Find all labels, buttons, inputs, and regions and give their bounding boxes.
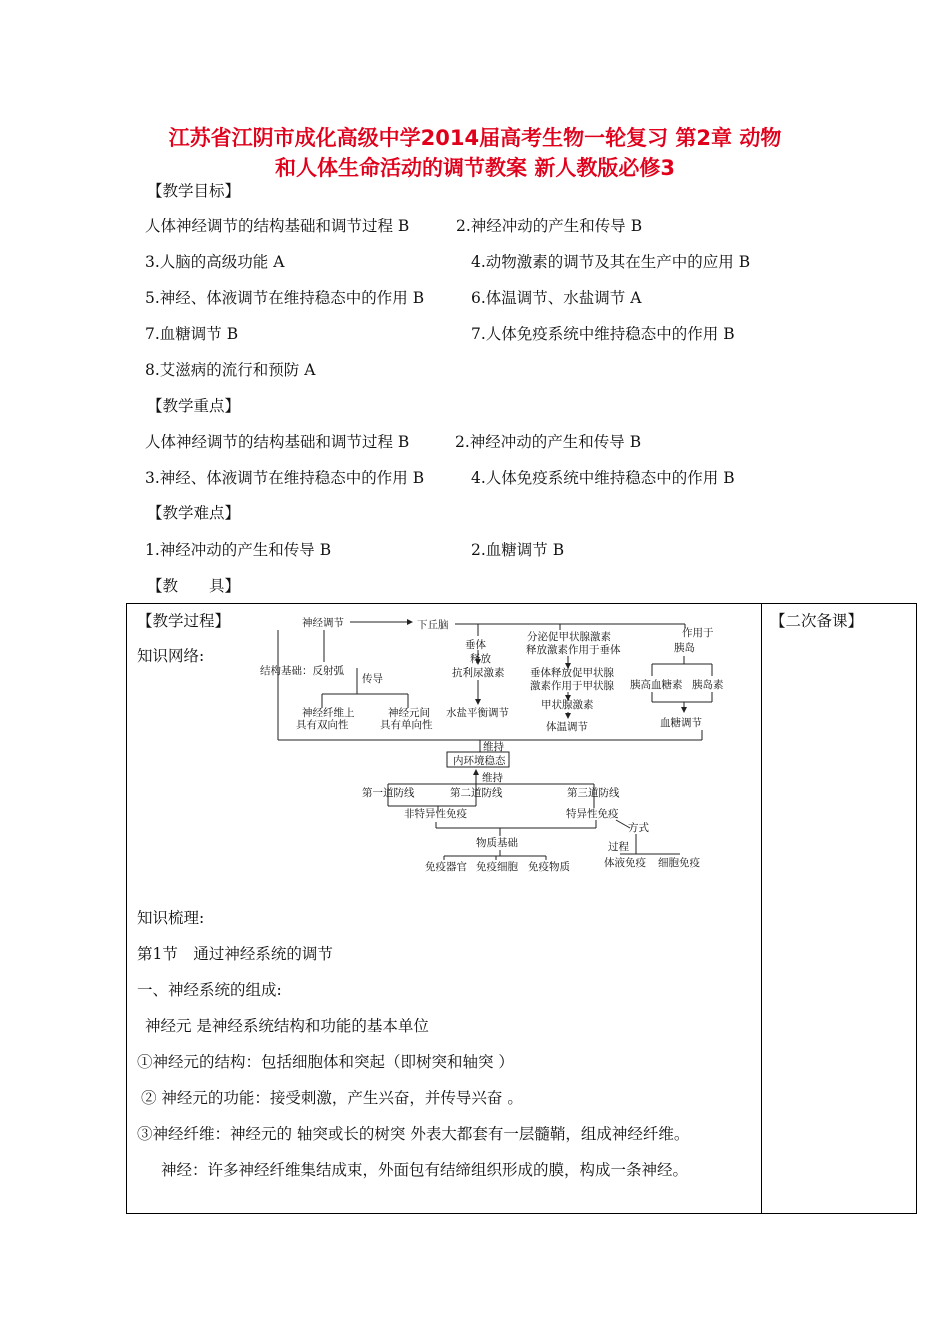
node-neural: 神经调节 [302,617,344,629]
goal-item: 7.人体免疫系统中维持稳态中的作用 B [471,325,735,343]
key-point-item: 2.神经冲动的产生和传导 B [455,433,642,451]
node-tsh-1: 垂体释放促甲状腺 [530,667,614,679]
node-fiber-1: 神经纤维上 [302,707,355,719]
node-synapse-2: 具有单向性 [380,719,433,731]
node-material: 物质基础 [476,837,518,849]
node-humoral: 体液免疫 [604,857,646,869]
node-cell: 免疫细胞 [476,861,518,873]
neuron-function: ② 神经元的功能：接受刺激，产生兴奋，并传导兴奋 。 [141,1089,523,1107]
goal-item: 人体神经调节的结构基础和调节过程 B [145,217,410,235]
key-points-heading: 【教学重点】 [147,397,241,415]
goal-item: 8.艾滋病的流行和预防 A [145,361,316,379]
goal-item: 2.神经冲动的产生和传导 B [456,217,643,235]
goal-item: 5.神经、体液调节在维持稳态中的作用 B [145,289,425,307]
node-organ: 免疫器官 [425,861,467,873]
doc-title-line2: 和人体生命活动的调节教案 新人教版必修3 [275,156,675,180]
label-maintain-2: 维持 [482,772,503,784]
key-point-item: 人体神经调节的结构基础和调节过程 B [145,433,410,451]
node-temperature: 体温调节 [546,721,588,733]
node-third-line: 第三道防线 [567,787,620,799]
node-cellular: 细胞免疫 [658,857,700,869]
label-maintain-1: 维持 [483,741,504,753]
node-method: 方式 [628,822,649,834]
node-trh-1: 分泌促甲状腺激素 [527,631,611,643]
node-nonspecific: 非特异性免疫 [404,808,467,820]
neuron-definition: 神经元 是神经系统结构和功能的基本单位 [145,1017,429,1035]
difficulty-item: 2.血糖调节 B [471,541,565,559]
goal-item: 6.体温调节、水盐调节 A [471,289,642,307]
node-tsh-2: 激素作用于甲状腺 [530,680,614,692]
second-prep-heading: 【二次备课】 [770,612,864,630]
doc-title-line1: 江苏省江阴市成化高级中学2014届高考生物一轮复习 第2章 动物 [168,126,782,150]
node-fiber-2: 具有双向性 [296,719,349,731]
node-homeostasis: 内环境稳态 [453,755,506,767]
node-first-line: 第一道防线 [362,787,415,799]
node-glucagon: 胰高血糖素 [630,679,683,691]
goal-item: 7.血糖调节 B [145,325,239,343]
node-glucose: 血糖调节 [660,717,702,729]
node-process: 过程 [608,841,629,853]
node-trh-2: 释放激素作用于垂体 [526,644,621,656]
subsection-title: 一、神经系统的组成: [137,981,282,999]
node-specific: 特异性免疫 [566,808,619,820]
difficulty-item: 1.神经冲动的产生和传导 B [145,541,332,559]
sorting-label: 知识梳理: [137,909,205,927]
neuron-structure: ①神经元的结构：包括细胞体和突起（即树突和轴突 ） [137,1053,514,1071]
node-structure: 结构基础：反射弧 [260,665,344,677]
node-conduct: 传导 [362,673,383,685]
node-adh: 抗利尿激素 [452,667,505,679]
node-pituitary: 垂体 [465,639,486,651]
key-point-item: 4.人体免疫系统中维持稳态中的作用 B [471,469,735,487]
node-substance: 免疫物质 [528,861,570,873]
node-release: 释放 [470,653,491,665]
goal-item: 4.动物激素的调节及其在生产中的应用 B [471,253,751,271]
node-thyroxine: 甲状腺激素 [541,699,594,711]
process-heading: 【教学过程】 [137,612,231,630]
node-water-salt: 水盐平衡调节 [446,707,509,719]
difficulties-heading: 【教学难点】 [147,504,241,522]
node-islet: 胰岛 [674,642,695,654]
node-synapse-1: 神经元间 [388,707,430,719]
node-hypothalamus: 下丘脑 [417,619,449,631]
tools-heading: 【教 具】 [147,577,241,595]
goal-item: 3.人脑的高级功能 A [145,253,285,271]
nerve-definition: 神经：许多神经纤维集结成束，外面包有结缔组织形成的膜，构成一条神经。 [161,1161,689,1179]
key-point-item: 3.神经、体液调节在维持稳态中的作用 B [145,469,425,487]
node-insulin: 胰岛素 [692,679,724,691]
node-second-line: 第二道防线 [450,787,503,799]
node-act-on: 作用于 [682,627,714,639]
network-label: 知识网络: [137,647,205,665]
nerve-fiber: ③神经纤维：神经元的 轴突或长的树突 外表大都套有一层髓鞘，组成神经纤维。 [137,1125,690,1143]
section-title: 第1节 通过神经系统的调节 [137,945,333,963]
goals-heading: 【教学目标】 [147,182,241,200]
